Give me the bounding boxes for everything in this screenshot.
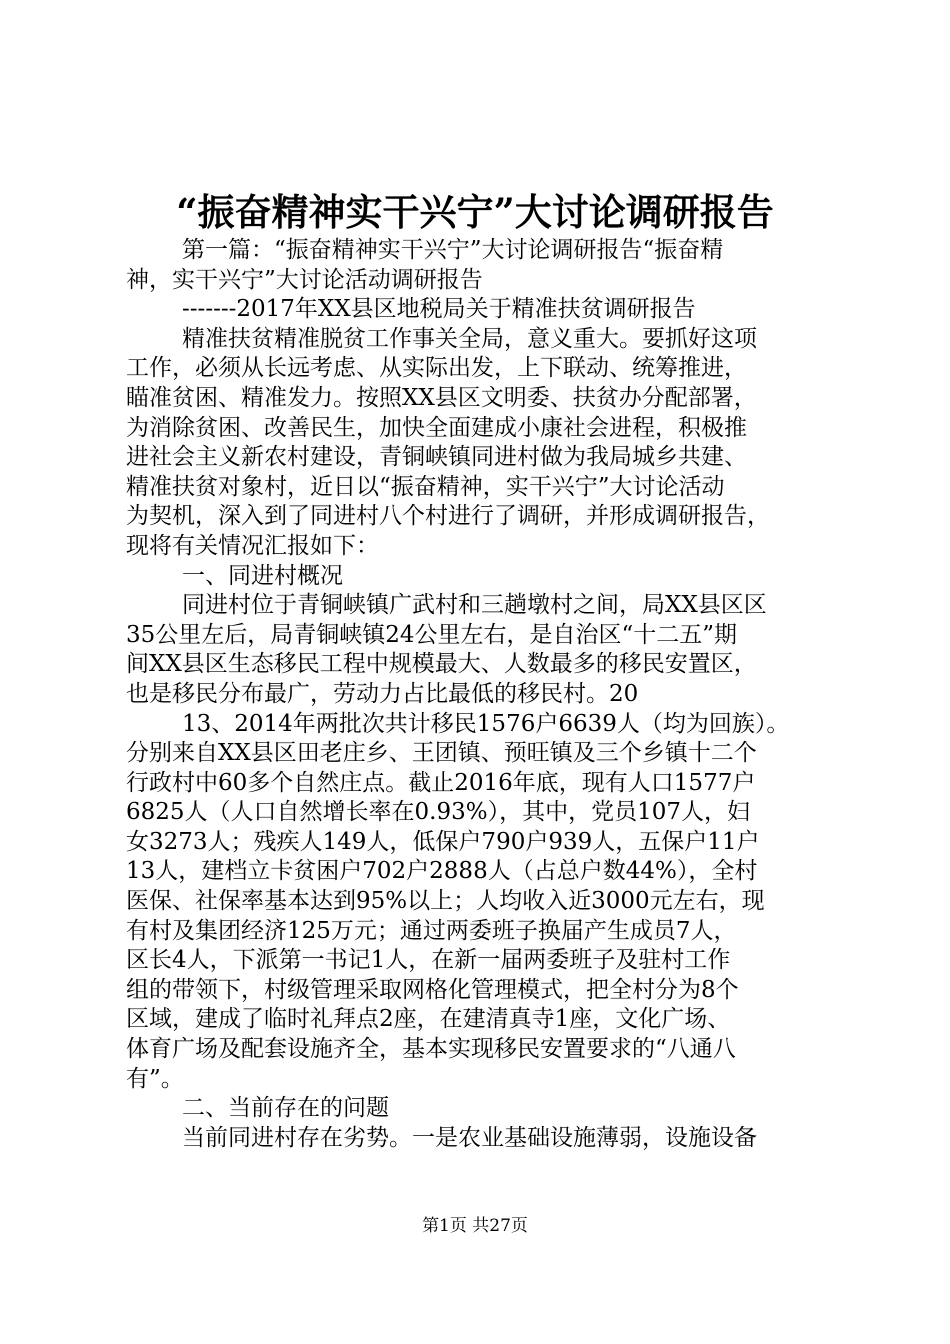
text-line: 13人，建档立卡贫困户702户2888人（占总户数44%），全村	[126, 858, 758, 885]
text-line: 间XX县区生态移民工程中规模最大、人数最多的移民安置区，	[126, 651, 757, 678]
text-line: 体育广场及配套设施齐全，基本实现移民安置要求的“八通八	[126, 1036, 736, 1063]
text-line: 瞄准贫困、精准发力。按照XX县区文明委、扶贫办分配部署，	[126, 384, 757, 411]
text-line: 有村及集团经济125万元；通过两委班子换届产生成员7人，	[126, 917, 737, 944]
text-line: 组的带领下，村级管理采取网格化管理模式，把全村分为8个	[126, 976, 739, 1003]
page-footer: 第1页 共27页	[422, 1216, 528, 1236]
text-line: 神，实干兴宁”大讨论活动调研报告	[126, 266, 483, 293]
text-line: 精准扶贫对象村，近日以“振奋精神，实干兴宁”大讨论活动	[126, 473, 725, 500]
text-line: 为契机，深入到了同进村八个村进行了调研，并形成调研报告，	[126, 503, 770, 530]
text-line: 区长4人，下派第一书记1人，在新一届两委班子及驻村工作	[126, 947, 731, 974]
text-line: 也是移民分布最广，劳动力占比最低的移民村。20	[126, 680, 639, 707]
text-line: 同进村位于青铜峡镇广武村和三趟墩村之间，局XX县区区	[182, 592, 767, 619]
text-line: 35公里左后，局青铜峡镇24公里左右，是自治区“十二五”期	[126, 621, 738, 648]
text-line: 为消除贫困、改善民生，加快全面建成小康社会进程，积极推	[126, 414, 747, 441]
text-line: 现将有关情况汇报如下：	[126, 532, 379, 559]
text-line: 有”。	[126, 1065, 184, 1092]
text-line: 当前同进村存在劣势。一是农业基础设施薄弱，设施设备	[182, 1124, 757, 1151]
text-line: 分别来自XX县区田老庄乡、王团镇、预旺镇及三个乡镇十二个	[126, 740, 757, 767]
text-line: 13、2014年两批次共计移民1576户6639人（均为回族）。	[182, 710, 790, 737]
text-line: -------2017年XX县区地税局关于精准扶贫调研报告	[182, 296, 696, 323]
text-line: 二、当前存在的问题	[182, 1095, 389, 1122]
text-line: 一、同进村概况	[182, 562, 343, 589]
text-line: 进社会主义新农村建设，青铜峡镇同进村做为我局城乡共建、	[126, 444, 747, 471]
text-line: 6825人（人口自然增长率在0.93%），其中，党员107人，妇	[126, 799, 750, 826]
document-body	[126, 236, 836, 1153]
text-line: 女3273人；残疾人149人，低保户790户939人，五保户11户	[126, 828, 760, 855]
document-title: “振奋精神实干兴宁”大讨论调研报告	[176, 190, 774, 234]
text-line: 区域，建成了临时礼拜点2座，在建清真寺1座，文化广场、	[126, 1006, 731, 1033]
text-line: 工作，必须从长远考虑、从实际出发，上下联动、统筹推进，	[126, 355, 747, 382]
text-line: 医保、社保率基本达到95%以上；人均收入近3000元左右，现	[126, 888, 765, 915]
text-line: 行政村中60多个自然庄点。截止2016年底，现有人口1577户	[126, 769, 756, 796]
text-line: 第一篇：“振奋精神实干兴宁”大讨论调研报告“振奋精	[182, 237, 724, 263]
text-line: 精准扶贫精准脱贫工作事关全局，意义重大。要抓好这项	[182, 325, 757, 352]
